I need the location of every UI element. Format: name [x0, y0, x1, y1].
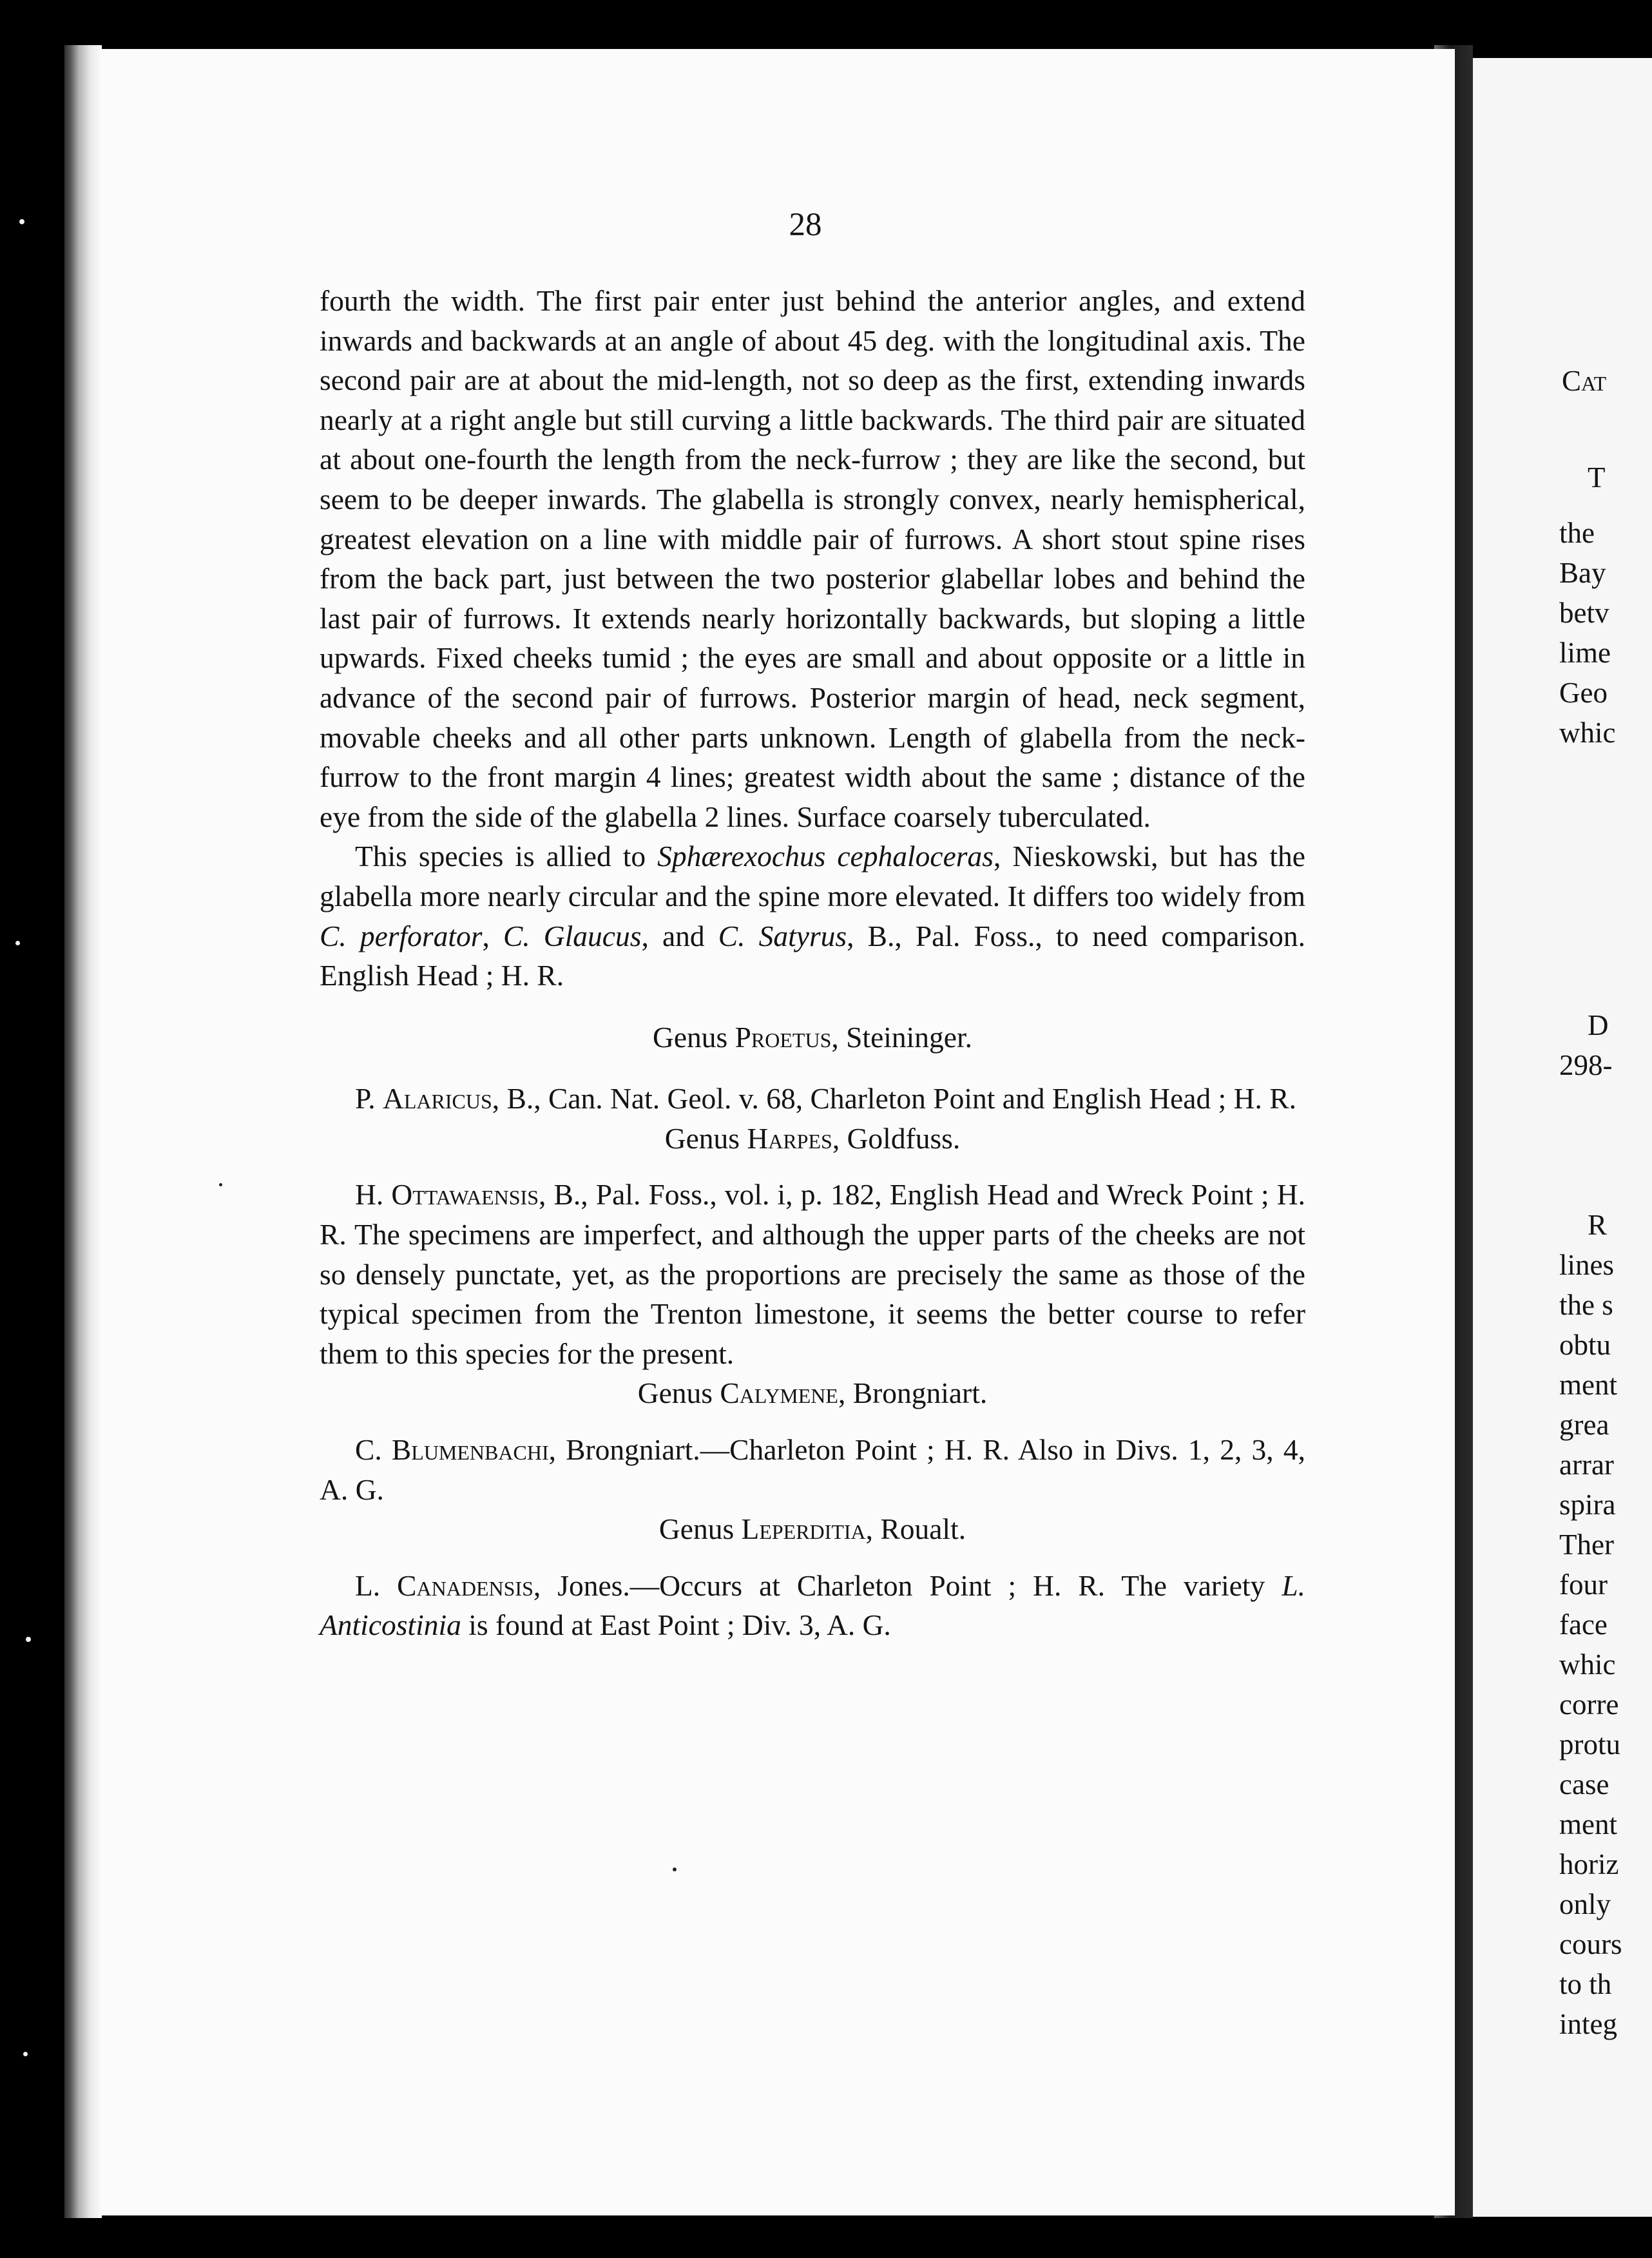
genus-author: , Brongniart.	[838, 1376, 988, 1410]
genus-name: Leperditia	[741, 1512, 866, 1546]
species-name: Alaricus	[383, 1082, 492, 1115]
fragment-line: spira	[1559, 1489, 1616, 1521]
species-entry-calymene	[320, 1430, 1305, 1509]
fragment-line: T	[1588, 461, 1606, 494]
genus-author: , Roualt.	[865, 1512, 966, 1546]
fragment-line: face	[1559, 1608, 1608, 1641]
entry-text: , B., Pal. Foss., vol. i, p. 182, English Head and Wreck Point ; H. R. The specimens are imperfect, and although the upper parts of the cheeks are not so densely punctate, yet, as the proportions are precisely the same as those of the typical specimen from the Trenton limestone, it seems the better course to refer them to this species for the present.	[320, 1178, 1306, 1370]
genus-author: , Steininger.	[831, 1020, 973, 1054]
genus-name: Calymene	[720, 1376, 838, 1410]
fragment-line: the s	[1559, 1289, 1613, 1321]
scan-speck	[23, 2052, 28, 2056]
genus-name: Harpes	[747, 1121, 832, 1155]
fragment-line: horiz	[1559, 1848, 1619, 1880]
species-entry-harpes	[320, 1175, 1305, 1373]
variety-name-italic: L. Anticostinia	[320, 1568, 1305, 1642]
fragment-line: Geo	[1559, 677, 1608, 709]
page-edge	[64, 45, 102, 2218]
scan-speck	[26, 1637, 31, 1642]
paragraph-2	[320, 836, 1305, 995]
fragment-line: four	[1559, 1568, 1608, 1601]
spacer	[320, 1413, 1305, 1430]
species-name-italic: C. perforator	[320, 919, 483, 952]
entry-text: , Brongniart.—Charleton Point ; H. R. Also in Divs. 1, 2, 3, 4, A. G.	[320, 1433, 1305, 1506]
spacer	[320, 1549, 1305, 1566]
entry-text: , B., Can. Nat. Geol. v. 68, Charleton Point and English Head ; H. R.	[492, 1082, 1296, 1115]
paragraph-2-text: , B., Pal. Foss., to need comparison. English Head ; H. R.	[320, 919, 1305, 992]
fragment-line: grea	[1559, 1409, 1609, 1441]
paragraph-2-text: , Nieskowski, but has the glabella more nearly circular and the spine more elevated. It differs too widely from	[320, 840, 1305, 912]
fragment-line: cours	[1559, 1928, 1622, 1960]
genus-heading-leperditia	[320, 1509, 1305, 1549]
fragment-line: corre	[1559, 1688, 1619, 1721]
fragment-line: Bay	[1559, 557, 1606, 589]
fragment-line: arrar	[1559, 1449, 1614, 1481]
fragment-line: Cat	[1562, 365, 1607, 397]
fragment-line: lime	[1559, 637, 1611, 669]
genus-name: Proetus	[735, 1020, 832, 1054]
scan-speck	[219, 1183, 222, 1186]
genus-author: , Goldfuss.	[832, 1121, 961, 1155]
fragment-line: case	[1559, 1768, 1609, 1800]
adjacent-page-fragment	[1473, 58, 1652, 2217]
fragment-line: lines	[1559, 1249, 1614, 1281]
fragment-line: only	[1559, 1888, 1611, 1920]
paragraph-2-text: , and	[641, 919, 718, 952]
genus-heading-calymene	[320, 1373, 1305, 1413]
paragraph-2-text: This species is allied to	[355, 840, 658, 873]
page-number: 28	[789, 207, 822, 243]
paragraph-1: fourth the width. The first pair enter just behind the anterior angles, and extend inwards and backwards at an angle of about 45 deg. with the longitudinal axis. The second pair are at about the mid-length, not so deep as the first, extending inwards nearly at a right angle but still curving a little backwards. The third pair are situated at about one-fourth the length from the neck-furrow ; they are like the second, but seem to be deeper inwards. The glabella is strongly convex, nearly hemispherical, greatest elevation on a line with middle pair of furrows. A short stout spine rises from the back part, just between the two posterior glabellar lobes and behind the last pair of furrows. It extends nearly horizontally backwards, but sloping a little upwards. Fixed cheeks tumid ; the eyes are small and about opposite or a little in advance of the second pair of furrows. Posterior margin of head, neck segment, movable cheeks and all other parts unknown. Length of glabella from the neck-furrow to the front margin 4 lines; greatest width about the same ; distance of the eye from the side of the glabella 2 lines. Surface coarsely tuberculated.	[320, 284, 1305, 833]
fragment-line: D	[1588, 1009, 1609, 1041]
fragment-line: Ther	[1559, 1529, 1614, 1561]
fragment-line: the	[1559, 517, 1595, 549]
genus-prefix: Genus	[637, 1376, 720, 1410]
species-name-italic: Sphærexochus cephaloceras	[657, 840, 994, 873]
scan-speck	[19, 219, 24, 224]
species-name-italic: C. Glaucus	[503, 919, 642, 952]
fragment-line: whic	[1559, 717, 1616, 749]
fragment-line: R	[1588, 1209, 1608, 1241]
page-body	[320, 281, 1305, 1645]
scan-speck	[15, 941, 20, 945]
genus-heading-proetus	[320, 1018, 1305, 1057]
species-name: Canadensis	[397, 1568, 533, 1602]
entry-text: is found at East Point ; Div. 3, A. G.	[461, 1608, 891, 1642]
spacer	[320, 1057, 1305, 1079]
entry-text: , Jones.—Occurs at Charleton Point ; H. R. The variety	[533, 1568, 1282, 1602]
fragment-line: ment	[1559, 1369, 1617, 1401]
spacer	[320, 996, 1305, 1018]
genus-prefix: Genus	[658, 1512, 742, 1546]
entry-lead: C.	[355, 1433, 392, 1467]
fragment-line: integ	[1559, 2008, 1617, 2040]
fragment-line: 298-	[1559, 1049, 1613, 1081]
genus-heading-harpes	[320, 1119, 1305, 1159]
genus-prefix: Genus	[664, 1121, 747, 1155]
entry-lead: L.	[355, 1568, 398, 1602]
entry-lead: H.	[355, 1178, 392, 1211]
species-name: Ottawaensis	[391, 1178, 539, 1211]
fragment-line: obtu	[1559, 1329, 1611, 1361]
paragraph-2-text: ,	[482, 919, 503, 952]
genus-prefix: Genus	[652, 1020, 735, 1054]
species-entry-leperditia	[320, 1566, 1305, 1645]
species-name: Blumenbachi	[391, 1433, 549, 1467]
species-name-italic: C. Satyrus	[718, 919, 847, 952]
fragment-line: ment	[1559, 1808, 1617, 1840]
entry-lead: P.	[355, 1082, 383, 1115]
fragment-line: betv	[1559, 597, 1609, 629]
spacer	[320, 1158, 1305, 1175]
fragment-line: whic	[1559, 1648, 1616, 1681]
fragment-line: to th	[1559, 1968, 1612, 2000]
fragment-line: protu	[1559, 1728, 1620, 1761]
scan-speck	[673, 1867, 677, 1871]
species-entry-proetus	[320, 1079, 1305, 1119]
